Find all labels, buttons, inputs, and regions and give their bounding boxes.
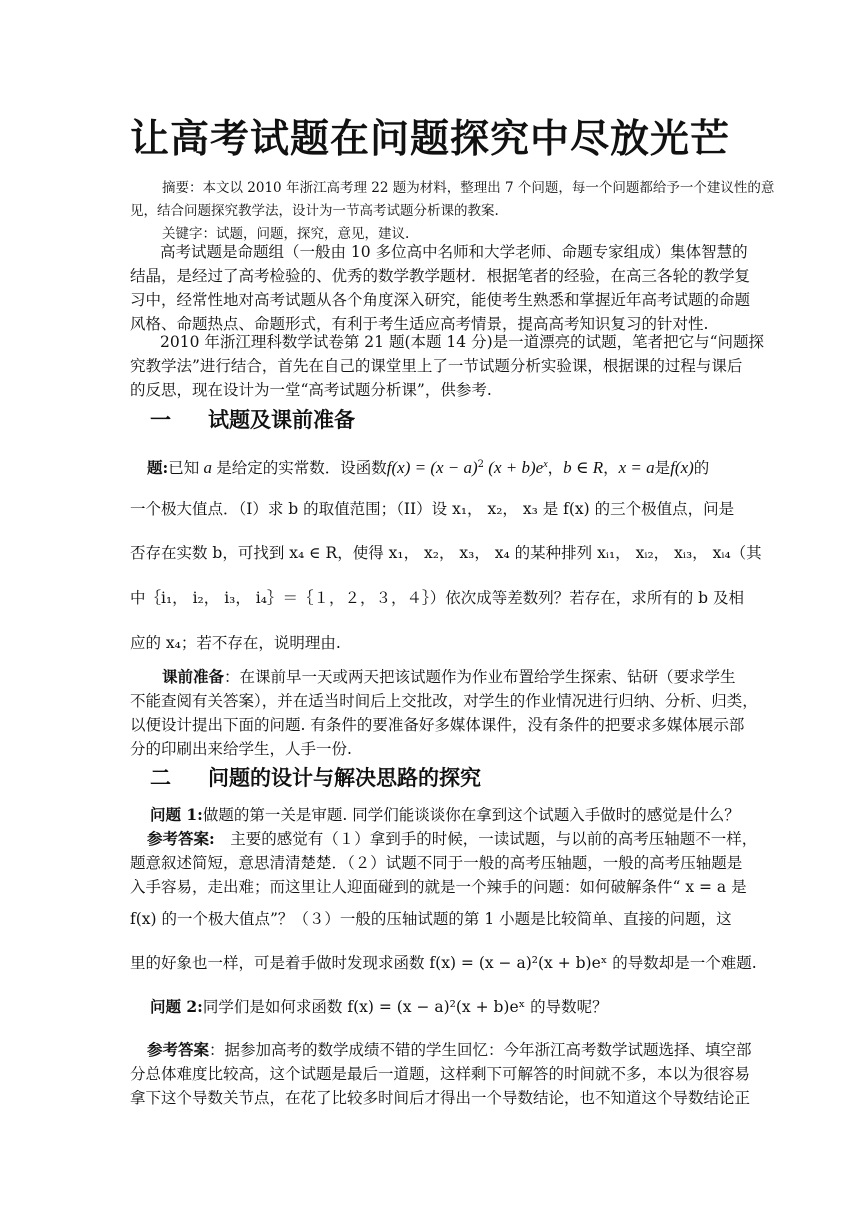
problem-label: 题: (147, 458, 169, 478)
prep-line (162, 665, 736, 689)
paragraph-line: 究教学法”进行结合，首先在自己的课堂里上了一节试题分析实验课，根据课的过程与课后 (130, 357, 743, 375)
section-number: 二 (150, 766, 171, 790)
problem-text: 的 (693, 459, 710, 478)
page-title: 让高考试题在问题探究中尽放光芒 (129, 117, 730, 162)
question-label: 问题 1: (150, 805, 203, 824)
section-title: 问题的设计与解决思路的探究 (208, 766, 481, 790)
math-expression: x = a (618, 458, 655, 478)
prep-label: 课前准备 (162, 667, 225, 686)
problem-text: ， (603, 459, 619, 478)
answer-text: ：据参加高考的数学成绩不错的学生回忆：今年浙江高考数学试题选择、填空部 (209, 1041, 752, 1059)
function-expression: f(x) = (x − a) (386, 458, 478, 478)
answer-1-line: f(x) 的一个极大值点”？（３）一般的压轴试题的第 1 小题是比较简单、直接的问题，这 (130, 910, 732, 928)
abstract-line: 见，结合问题探究教学法，设计为一节高考试题分析课的教案. (130, 203, 499, 219)
problem-text: 是 (654, 459, 671, 478)
abstract-line: 摘要：本文以 2010 年浙江高考理 22 题为材料，整理出 7 个问题，每一个问题都给予一个建议性的意 (162, 180, 775, 196)
prep-line: 不能查阅有关答案），并在适当时间后上交批改，对学生的作业情况进行归纳、分析、归类， (130, 692, 758, 710)
section-heading (130, 405, 355, 435)
problem-text: 是给定的实常数．设函数 (216, 459, 387, 478)
answer-2-line: 分总体难度比较高，这个试题是最后一道题，这样剩下可解答的时间就不多，本以为很容易 (130, 1065, 751, 1083)
section-number: 一 (150, 408, 171, 432)
problem-text: ， (547, 459, 564, 478)
paragraph-line: 高考试题是命题组（一般由 10 多位高中名师和大学老师、命题专家组成）集体智慧的 (160, 243, 748, 261)
keywords: 关键字：试题，问题，探究，意见，建议. (162, 226, 410, 242)
question-label: 问题 2: (150, 997, 203, 1016)
question-text: 同学们是如何求函数 f(x) = (x − a)²(x + b)eˣ 的导数呢？ (202, 998, 608, 1016)
question-2 (150, 995, 730, 1019)
section-heading (130, 763, 481, 793)
paragraph-line: 习中，经常性地对高考试题从各个角度深入研究，能使考生熟悉和掌握近年高考试题的命题 (130, 291, 751, 309)
answer-text: 主要的感觉有（１）拿到手的时候，一读试题，与以前的高考压轴题不一样， (214, 830, 758, 848)
problem-text: 已知 (168, 459, 200, 478)
answer-2-line (147, 1038, 752, 1062)
question-text: 做题的第一关是审题. 同学们能谈谈你在拿到这个试题入手做时的感觉是什么？ (202, 806, 740, 824)
answer-1-line: 入手容易，走出难；而这里让人迎面碰到的就是一个辣手的问题：如何破解条件“ x = a 是 (130, 878, 747, 896)
answer-1-line (147, 827, 758, 851)
prep-line: 以便设计提出下面的问题. 有条件的要准备好多媒体课件，没有条件的把要求多媒体展示部 (130, 716, 745, 734)
problem-statement-line: 否存在实数 b，可找到 x₄ ∈ R，使得 x₁， x₂， x₃， x₄ 的某种排列 xᵢ₁， xᵢ₂， xᵢ₃， xᵢ₄（其 (130, 544, 762, 562)
problem-statement-line: 中｛i₁， i₂， i₃， i₄｝＝｛１，２，３，４｝）依次成等差数列？若存在，求所有的 b 及相 (130, 589, 744, 607)
problem-statement-line: 题:已知 a 是给定的实常数．设函数$f(x) = (x - a)^2$ $(x + b)e^x$，b ∈ R，x = a是f(x)的 (147, 458, 710, 478)
problem-statement-line: 应的 x₄；若不存在，说明理由. (130, 634, 341, 652)
math-expression: f(x) (670, 458, 694, 478)
answer-2-line: 拿下这个导数关节点，在花了比较多时间后才得出一个导数结论，也不知道这个导数结论正 (130, 1089, 751, 1107)
prep-text: ：在课前早一天或两天把该试题作为作业布置给学生探索、钻研（要求学生 (224, 668, 736, 686)
paragraph-line: 风格、命题热点、命题形式，有利于考生适应高考情景，提高高考知识复习的针对性. (130, 315, 709, 333)
answer-1-line: 里的好象也一样，可是着手做时发现求函数 f(x) = (x − a)²(x + b)eˣ 的导数却是一个难题. (130, 954, 757, 972)
question-1 (150, 803, 740, 827)
math-expression: b ∈ R (563, 458, 604, 478)
section-title: 试题及课前准备 (208, 408, 355, 432)
paragraph-line: 的反思，现在设计为一堂“高考试题分析课”，供参考. (130, 381, 492, 399)
answer-1-line: 题意叙述简短，意思清清楚楚．（２）试题不同于一般的高考压轴题，一般的高考压轴题是 (130, 854, 743, 872)
answer-label: 参考答案: (147, 829, 215, 848)
paragraph-line: 2010 年浙江理科数学试卷第 21 题(本题 14 分)是一道漂亮的试题，笔者把它与“问题探 (160, 333, 765, 351)
prep-line: 分的印刷出来给学生，人手一份. (130, 740, 352, 758)
answer-label: 参考答案 (147, 1040, 210, 1059)
paragraph-line: 结晶，是经过了高考检验的、优秀的数学教学题材．根据笔者的经验，在高三各轮的教学复 (130, 267, 751, 285)
problem-statement-line: 一个极大值点．（I）求 b 的取值范围；（II）设 x₁， x₂， x₃ 是 f(x) 的三个极值点，问是 (130, 500, 735, 518)
